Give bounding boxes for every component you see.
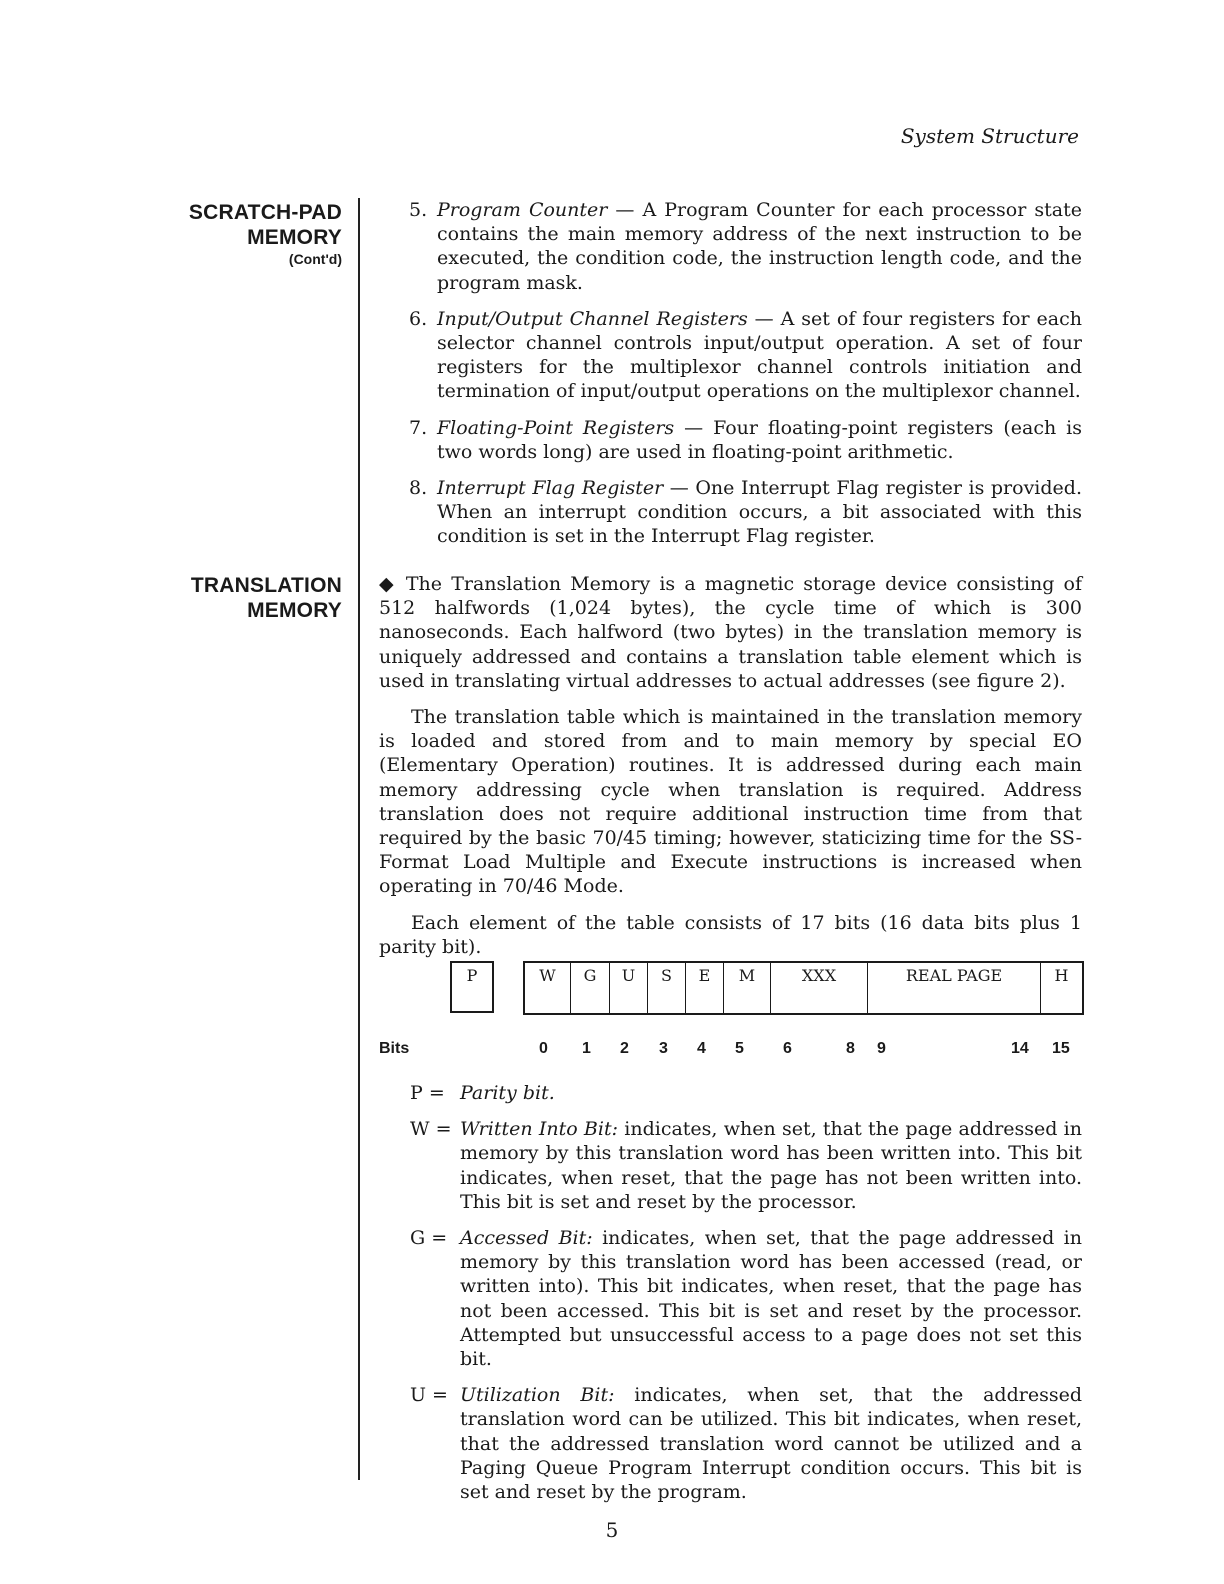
definition-term: Utilization Bit:: [460, 1384, 615, 1407]
field-cell: XXX: [771, 963, 868, 1013]
field-cell: S: [648, 963, 686, 1013]
translation-word-diagram: [450, 961, 1084, 1017]
list-item: [379, 198, 1082, 295]
list-item: [379, 416, 1082, 464]
item-number: 8.: [409, 477, 428, 500]
field-cell: H: [1054, 966, 1069, 985]
definition-symbol: W =: [410, 1118, 452, 1141]
scratchpad-heading-line1: SCRATCH-PAD: [188, 201, 342, 224]
list-item: [379, 476, 1082, 549]
vertical-rule: [358, 198, 360, 1480]
field-label: P: [466, 966, 478, 985]
field-cell: U: [610, 963, 648, 1013]
item-number: 5.: [409, 199, 428, 221]
bit-number: 5: [735, 1040, 744, 1057]
item-term: Floating-Point Registers: [437, 416, 675, 439]
bit-number: 8: [846, 1040, 855, 1057]
definition-term: Written Into Bit:: [460, 1118, 619, 1141]
bit-number: 15: [1052, 1040, 1070, 1057]
translation-heading-line2: MEMORY: [247, 599, 342, 622]
definition-term: Accessed Bit:: [460, 1227, 593, 1250]
item-text: — A Program Counter for each processor state contains the main memory address of the next instruction to be executed, the condition code, the instruction length code, and the program mask.: [437, 199, 1082, 294]
translation-paragraph: ◆ The Translation Memory is a magnetic storage device consisting of 512 halfwords (1,024 bytes), the cycle time of which is 300 nanoseconds. Each halfword (two bytes) in the translation memory is uniquely addressed and contains a translation table element which is used in translating virtual addresses to actual addresses (see figure 2).: [379, 573, 1082, 692]
definition-symbol: U =: [410, 1384, 448, 1407]
definition-text: indicates, when set, that the page addressed in memory by this translation word has been accessed (read, or written into). This bit indicates, when reset, that the page has not been accessed. This bit is set and reset by the processor. Attempted but unsuccessful access to a page does not set this bit.: [460, 1227, 1082, 1371]
item-term: Program Counter: [437, 199, 608, 221]
register-list: [379, 198, 1082, 561]
list-item: [379, 307, 1082, 404]
scratchpad-side-heading: [189, 200, 342, 268]
bit-number: 9: [877, 1040, 886, 1057]
definition-text: indicates, when set, that the addressed translation word can be utilized. This bit indicates, when reset, that the addressed translation word cannot be utilized and a Paging Queue Program Interrupt condition occurs. This bit is set and reset by the program.: [460, 1384, 1082, 1504]
field-cell: REAL PAGE: [868, 963, 1041, 1013]
translation-paragraph: Each element of the table consists of 17 bits (16 data bits plus 1 parity bit).: [379, 911, 1082, 958]
data-fields-box: [523, 961, 1084, 1015]
item-term: Interrupt Flag Register: [437, 477, 664, 500]
definition-symbol: G =: [410, 1227, 448, 1250]
translation-heading-line1: TRANSLATION: [190, 574, 342, 597]
item-number: 6.: [409, 307, 428, 330]
item-text: — Four floating-point registers (each is two words long) are used in floating-point arithmetic.: [437, 416, 1082, 463]
definition-item: [410, 1081, 1082, 1105]
field-cell: G: [571, 963, 610, 1013]
translation-memory-section: [379, 572, 1082, 971]
item-text: — One Interrupt Flag register is provided. When an interrupt condition occurs, a bit associated with this condition is set in the Interrupt Flag register.: [437, 477, 1082, 548]
definition-symbol: P =: [410, 1082, 445, 1104]
bit-number: 2: [620, 1040, 629, 1057]
definition-item: [410, 1226, 1082, 1371]
definition-term: Parity bit.: [460, 1082, 555, 1104]
definition-item: [410, 1383, 1082, 1504]
definition-item: [410, 1117, 1082, 1214]
bit-number: 14: [1011, 1040, 1029, 1057]
field-cell: W: [525, 963, 571, 1013]
translation-side-heading: [191, 573, 342, 623]
bit-definitions: [410, 1081, 1082, 1516]
bit-number: 0: [539, 1040, 548, 1057]
field-cell: E: [686, 963, 724, 1013]
bits-label: Bits: [379, 1040, 410, 1057]
scratchpad-heading-line2: MEMORY: [247, 226, 342, 249]
translation-paragraph: The translation table which is maintained in the translation memory is loaded and stored from and to main memory by special EO (Elementary Operation) routines. It is addressed during each main memory addressing cycle when translation is required. Address translation does not require additional instruction time from that required by the basic 70/45 timing; however, staticizing time for the SS-Format Load Multiple and Execute instructions is increased when operating in 70/46 Mode.: [379, 706, 1082, 898]
running-header: System Structure: [900, 124, 1079, 148]
bit-number: 6: [783, 1040, 792, 1057]
bit-number: 4: [697, 1040, 706, 1057]
definition-text: indicates, when set, that the page addressed in memory by this translation word has been written into. This bit indicates, when reset, that the page has not been written into. This bit is set and reset by the processor.: [460, 1118, 1082, 1213]
item-text: — A set of four registers for each selector channel controls input/output operation. A set of four registers for the multiplexor channel controls initiation and termination of input/output operations on the multiplexor channel.: [437, 307, 1082, 403]
item-number: 7.: [409, 416, 428, 439]
page-number: 5: [605, 1518, 619, 1542]
bit-number: 1: [582, 1040, 591, 1057]
field-cell: M: [724, 963, 771, 1013]
scratchpad-heading-note: (Cont'd): [288, 251, 342, 267]
item-term: Input/Output Channel Registers: [437, 307, 748, 330]
bit-number: 3: [659, 1040, 668, 1057]
parity-field-box: [450, 961, 494, 1013]
